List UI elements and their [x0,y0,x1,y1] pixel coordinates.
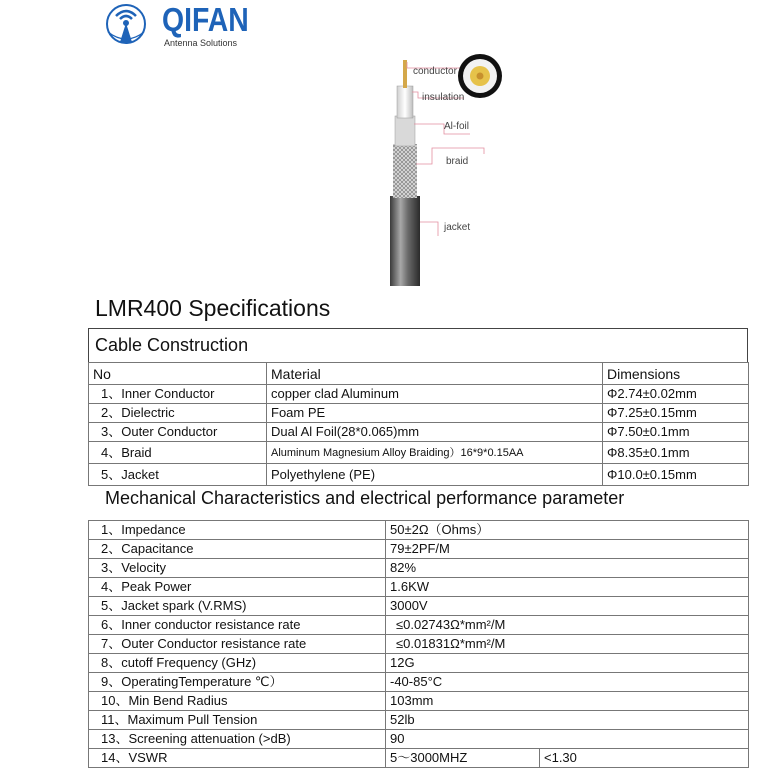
param-name: 10、Min Bend Radius [89,692,386,711]
page-title: LMR400 Specifications [95,295,331,321]
label-conductor: conductor [413,66,457,77]
construction-table-wrapper [88,362,748,486]
table-row [89,442,749,464]
param-name: 3、Velocity [89,559,386,578]
table-row [89,521,749,540]
mechanical-heading: Mechanical Characteristics and electrical performance parameter [105,488,625,508]
table-row [89,616,749,635]
brand-name: QIFAN [162,1,249,38]
construction-table [88,362,749,486]
param-value: 90 [386,730,749,749]
table-row [89,404,749,423]
construction-dimensions: Φ10.0±0.15mm [603,464,749,486]
construction-dimensions: Φ7.25±0.15mm [603,404,749,423]
construction-material: copper clad Aluminum [267,385,603,404]
table-row [89,385,749,404]
table-row [89,635,749,654]
construction-dimensions: Φ8.35±0.1mm [603,442,749,464]
construction-material: Aluminum Magnesium Alloy Braiding）16*9*0.15AA [267,442,603,464]
table-row [89,749,749,768]
brand-tagline: Antenna Solutions [164,38,238,48]
table-row [89,423,749,442]
signal-tower-icon [100,2,160,48]
param-value: 12G [386,654,749,673]
construction-no: 3、Outer Conductor [89,423,267,442]
param-name: 9、OperatingTemperature ℃） [89,673,386,692]
vswr-range: 5～3000MHZ [386,749,540,768]
vswr-value: <1.30 [540,749,749,768]
param-value: -40-85°C [386,673,749,692]
construction-no: 1、Inner Conductor [89,385,267,404]
construction-dimensions: Φ7.50±0.1mm [603,423,749,442]
table-row [89,540,749,559]
table-row [89,464,749,486]
param-name: 4、Peak Power [89,578,386,597]
param-value: 3000V [386,597,749,616]
construction-material: Polyethylene (PE) [267,464,603,486]
cable-diagram [384,46,514,286]
param-value: 79±2PF/M [386,540,749,559]
construction-heading: Cable Construction [95,335,249,355]
param-name: 11、Maximum Pull Tension [89,711,386,730]
label-braid: braid [446,156,469,167]
param-name: 2、Capacitance [89,540,386,559]
mechanical-table-wrapper [88,520,748,768]
param-value: ≤0.02743Ω*mm²/M [386,616,749,635]
construction-dimensions: Φ2.74±0.02mm [603,385,749,404]
param-value: 52lb [386,711,749,730]
brand-logo [100,2,260,48]
param-value: 1.6KW [386,578,749,597]
label-insulation: insulation [422,92,465,103]
construction-no: 5、Jacket [89,464,267,486]
param-name: 6、Inner conductor resistance rate [89,616,386,635]
construction-material: Foam PE [267,404,603,423]
label-al-foil: Al-foil [444,121,470,132]
table-row [89,654,749,673]
param-value: ≤0.01831Ω*mm²/M [386,635,749,654]
header-dimensions: Dimensions [603,363,749,385]
table-row [89,559,749,578]
table-row [89,692,749,711]
mechanical-table [88,520,749,768]
param-name: 8、cutoff Frequency (GHz) [89,654,386,673]
construction-no: 2、Dielectric [89,404,267,423]
header-no: No [89,363,267,385]
label-jacket: jacket [444,222,471,233]
header-material: Material [267,363,603,385]
param-value: 82% [386,559,749,578]
param-value: 103mm [386,692,749,711]
construction-material: Dual Al Foil(28*0.065)mm [267,423,603,442]
param-name: 7、Outer Conductor resistance rate [89,635,386,654]
construction-no: 4、Braid [89,442,267,464]
construction-heading-box [88,328,748,363]
table-row [89,711,749,730]
table-row [89,730,749,749]
construction-header-row [89,363,749,385]
mechanical-heading-box [88,484,748,514]
table-row [89,597,749,616]
table-row [89,578,749,597]
param-name: 1、Impedance [89,521,386,540]
table-row [89,673,749,692]
param-name: 14、VSWR [89,749,386,768]
param-name: 5、Jacket spark (V.RMS) [89,597,386,616]
param-value: 50±2Ω（Ohms） [386,521,749,540]
param-name: 13、Screening attenuation (>dB) [89,730,386,749]
